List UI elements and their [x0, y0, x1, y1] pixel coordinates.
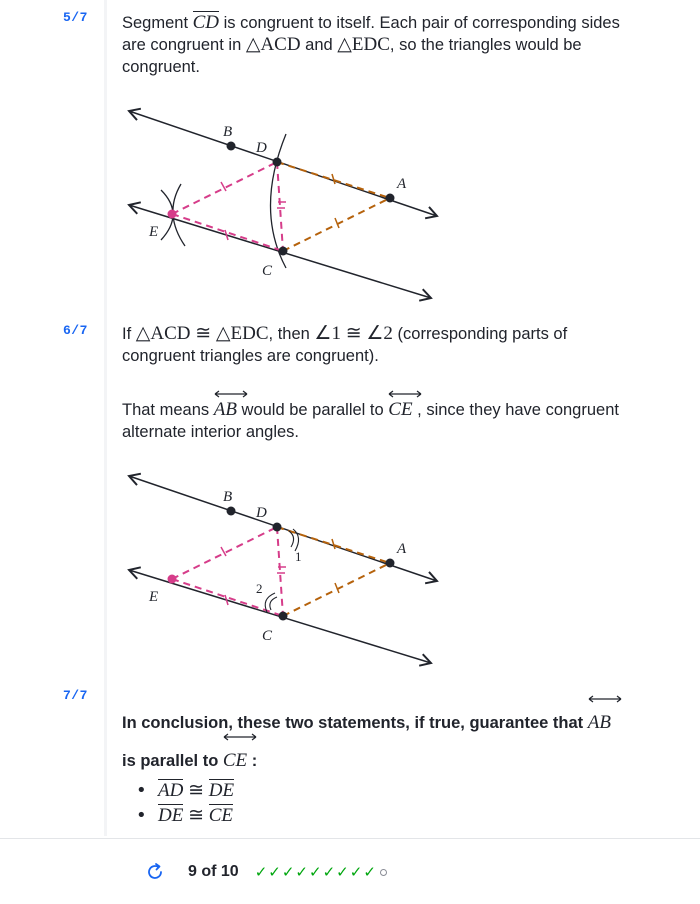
segment-dc: [277, 527, 283, 616]
point-b: [227, 142, 236, 151]
label-b: B: [223, 124, 233, 140]
progress-checks: [255, 863, 387, 881]
pending-dot: [380, 869, 387, 876]
segment-ca: [283, 198, 390, 251]
check-icon: ✓: [363, 863, 376, 881]
step-number: 7/7: [63, 688, 88, 703]
check-icon: ✓: [281, 863, 295, 881]
point-b: [227, 507, 236, 516]
point-e: [168, 575, 177, 584]
tick-mark: [221, 182, 226, 191]
label-d: D: [256, 140, 267, 156]
label-e: E: [149, 589, 159, 605]
point-e: [168, 210, 177, 219]
progress-counter: 9 of 10: [188, 863, 239, 880]
step7-text: In conclusion, these two statements, if true, guarantee that AB is parallel to CE :: [122, 704, 642, 780]
angle-arc: [270, 597, 277, 610]
step5-text: Segment CD is congruent to itself. Each pair of corresponding sides are congruent in △ACD and △EDC, so the triangles would be congruent.: [122, 12, 620, 76]
angle-label-1: 1: [295, 549, 302, 564]
list-item: • AD ≅ DE: [136, 778, 234, 803]
point-a: [386, 559, 395, 568]
list-item: • DE ≅ CE: [136, 803, 234, 828]
point-d: [273, 523, 282, 532]
step6-text-1: If △ACD ≅ △EDC, then ∠1 ≅ ∠2 (corresponding parts of congruent triangles are congruent).: [122, 323, 568, 365]
check-icon: ✓: [268, 863, 281, 881]
refresh-icon[interactable]: [144, 861, 166, 883]
point-d: [273, 158, 282, 167]
label-e: E: [149, 224, 159, 240]
step-number: 6/7: [63, 323, 88, 338]
check-icon: ✓: [349, 863, 363, 881]
figure-angles: [115, 465, 455, 675]
label-c: C: [262, 628, 273, 644]
label-d: D: [256, 505, 267, 521]
segment-ec: [172, 214, 283, 251]
check-icon: ✓: [336, 863, 349, 881]
conclusion-list: [122, 778, 234, 828]
angle-label-2: 2: [256, 581, 263, 596]
point-c: [279, 247, 288, 256]
label-b: B: [223, 489, 233, 505]
label-c: C: [262, 263, 273, 279]
figure-construction: [115, 100, 455, 310]
check-icon: ✓: [322, 863, 336, 881]
label-a: A: [397, 176, 407, 192]
step-gutter: [104, 0, 107, 836]
check-icon: ✓: [309, 863, 322, 881]
tick-mark: [332, 539, 335, 549]
segment-dc: [277, 162, 283, 251]
step-number: 5/7: [63, 10, 88, 25]
step6-text-2: That means AB would be parallel to CE , since they have congruent alternate interior angles.: [122, 399, 642, 443]
check-icon: ✓: [254, 863, 268, 881]
angle-arc: [289, 531, 294, 547]
segment-ca: [283, 563, 390, 616]
point-a: [386, 194, 395, 203]
check-icon: ✓: [295, 863, 308, 881]
tick-mark: [332, 174, 335, 184]
progress-footer: [144, 858, 387, 886]
footer-divider: [0, 838, 700, 839]
point-c: [279, 612, 288, 621]
tick-mark: [221, 547, 226, 556]
label-a: A: [397, 541, 407, 557]
